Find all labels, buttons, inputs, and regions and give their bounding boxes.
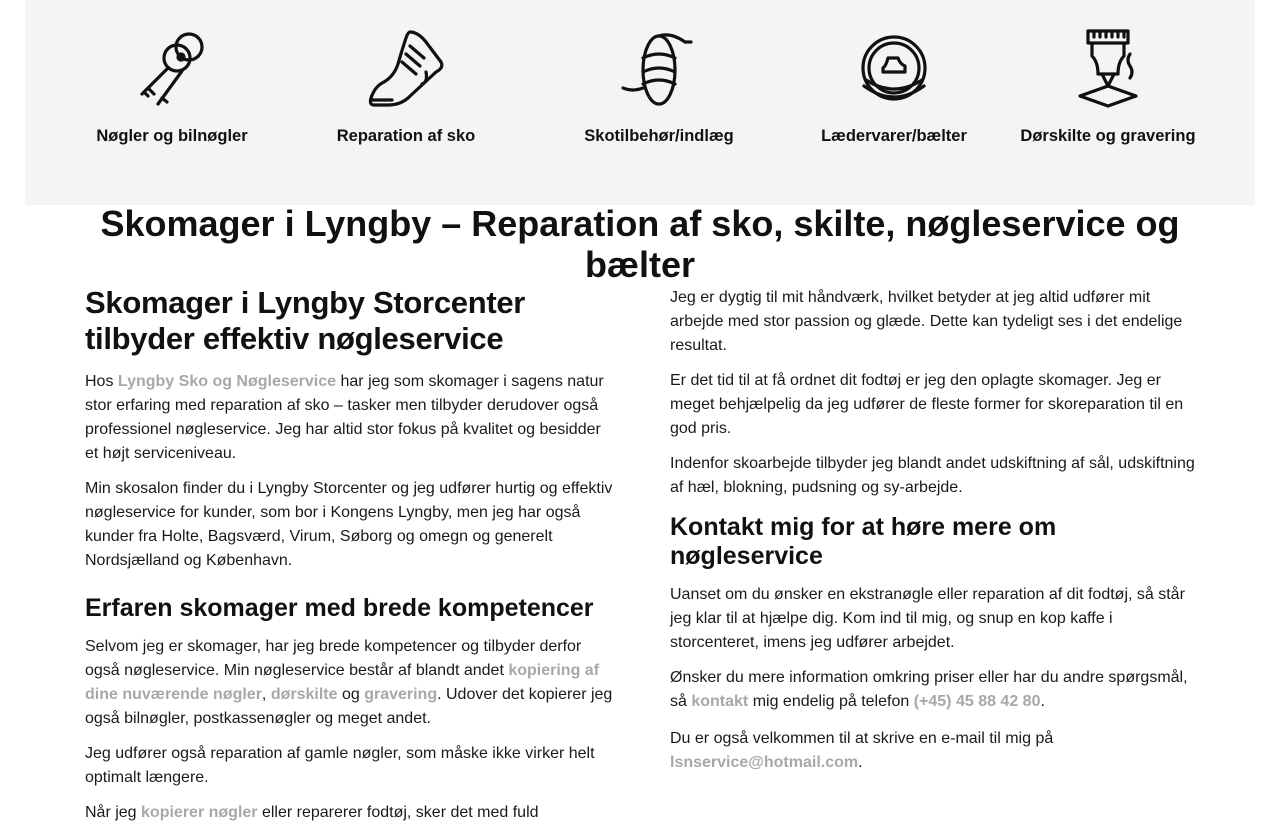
section-heading: Erfaren skomager med brede kompetencer [85,594,594,622]
shoework-paragraph: Indenfor skoarbejde tilbyder jeg blandt andet udskiftning af sål, udskiftning af hæl, blokning, pudsning og sy-arbejde. [670,455,1195,496]
service-label: Nøgler og bilnøgler [96,127,248,145]
contact-heading: Kontakt mig for at høre mere om nøgleservice [670,513,1057,570]
left-column [85,285,613,836]
key-copy-link[interactable]: kopiering af dine nuværende nøgler [85,662,600,703]
copy-keys-link[interactable]: kopierer nøgler [141,804,258,821]
service-label: Dørskilte og gravering [1020,127,1196,145]
business-link[interactable]: Lyngby Sko og Nøgleservice [117,373,337,390]
shoe-paragraph: Er det tid til at få ordnet dit fodtøj er jeg den oplagte skomager. Jeg er meget behjælpelig da jeg udfører de fleste former for skoreparation til en god pris. [670,372,1184,437]
contact-link[interactable]: kontakt [691,693,749,710]
email-paragraph: Du er også velkommen til at skrive en e-mail til mig på lsnservice@hotmail.com. [670,730,1054,771]
service-leather[interactable] [794,28,994,146]
service-label: Reparation af sko [336,127,476,145]
intro-paragraph: Hos Lyngby Sko og Nøgleservice har jeg som skomager i sagens natur stor erfaring med reparation af sko – tasker men tilbyder derudover også professionel nøgleservice. Jeg har altid stor fokus på kvalitet og besidder et højt serviceniveau. [85,373,604,462]
engraving-icon [1068,28,1148,108]
location-paragraph: Min skosalon finder du i Lyngby Storcenter og jeg udfører hurtig og effektiv nøgleservice for kunder, som bor i Kongens Lyngby, men jeg har også kunder fra Holte, Bagsværd, Virum, Søborg og omegn og generelt Nordsjælland og København. [85,480,613,569]
service-shoe-repair[interactable] [306,28,506,146]
keys-icon [132,28,212,108]
shoe-icon [366,28,446,108]
service-label: Skotilbehør/indlæg [584,127,734,145]
right-column [670,286,1198,786]
services-paragraph: Selvom jeg er skomager, har jeg brede kompetencer og tilbyder derfor også nøgleservice. Min nøgleservice består af blandt andet kopiering af dine nuværende nøgler, dørskilte og gravering. Udover det kopierer jeg også bilnøgler, postkassenøgler og meget andet. [85,638,613,727]
shoe-polish-icon [854,28,934,108]
section-heading: Skomager i Lyngby Storcenter tilbyder effektiv nøgleservice [85,285,526,356]
craft-paragraph: Jeg er dygtig til mit håndværk, hvilket betyder at jeg altid udfører mit arbejde med stor passion og glæde. Dette kan tydeligt ses i det endelige resultat. [670,289,1183,354]
service-accessories[interactable] [559,28,759,146]
service-engraving[interactable] [1008,28,1208,146]
service-keys[interactable] [72,28,272,146]
help-paragraph: Uanset om du ønsker en ekstranøgle eller reparation af dit fodtøj, så står jeg klar til at hjælpe dig. Kom ind til mig, og snup en kop kaffe i storcenteret, imens jeg udfører arbejdet. [670,586,1185,651]
door-signs-link[interactable]: dørskilte [270,686,338,703]
contact-paragraph: Ønsker du mere information omkring priser eller har du andre spørgsmål, så kontakt mig endelig på telefon (+45) 45 88 42 80. [670,669,1188,710]
repair-paragraph: Jeg udfører også reparation af gamle nøgler, som måske ikke virker helt optimalt længere. [85,745,595,786]
services-band [25,0,1255,205]
engraving-link[interactable]: gravering [364,686,438,703]
shoelace-icon [619,28,699,108]
partial-paragraph: Når jeg kopierer nøgler eller reparerer fodtøj, sker det med fuld [85,804,539,821]
page-title: Skomager i Lyngby – Reparation af sko, skilte, nøgleservice og bælter [100,203,1180,285]
service-label: Lædervarer/bælter [821,127,967,145]
phone-link[interactable]: (+45) 45 88 42 80 [913,693,1041,710]
email-link[interactable]: lsnservice@hotmail.com [670,754,859,771]
